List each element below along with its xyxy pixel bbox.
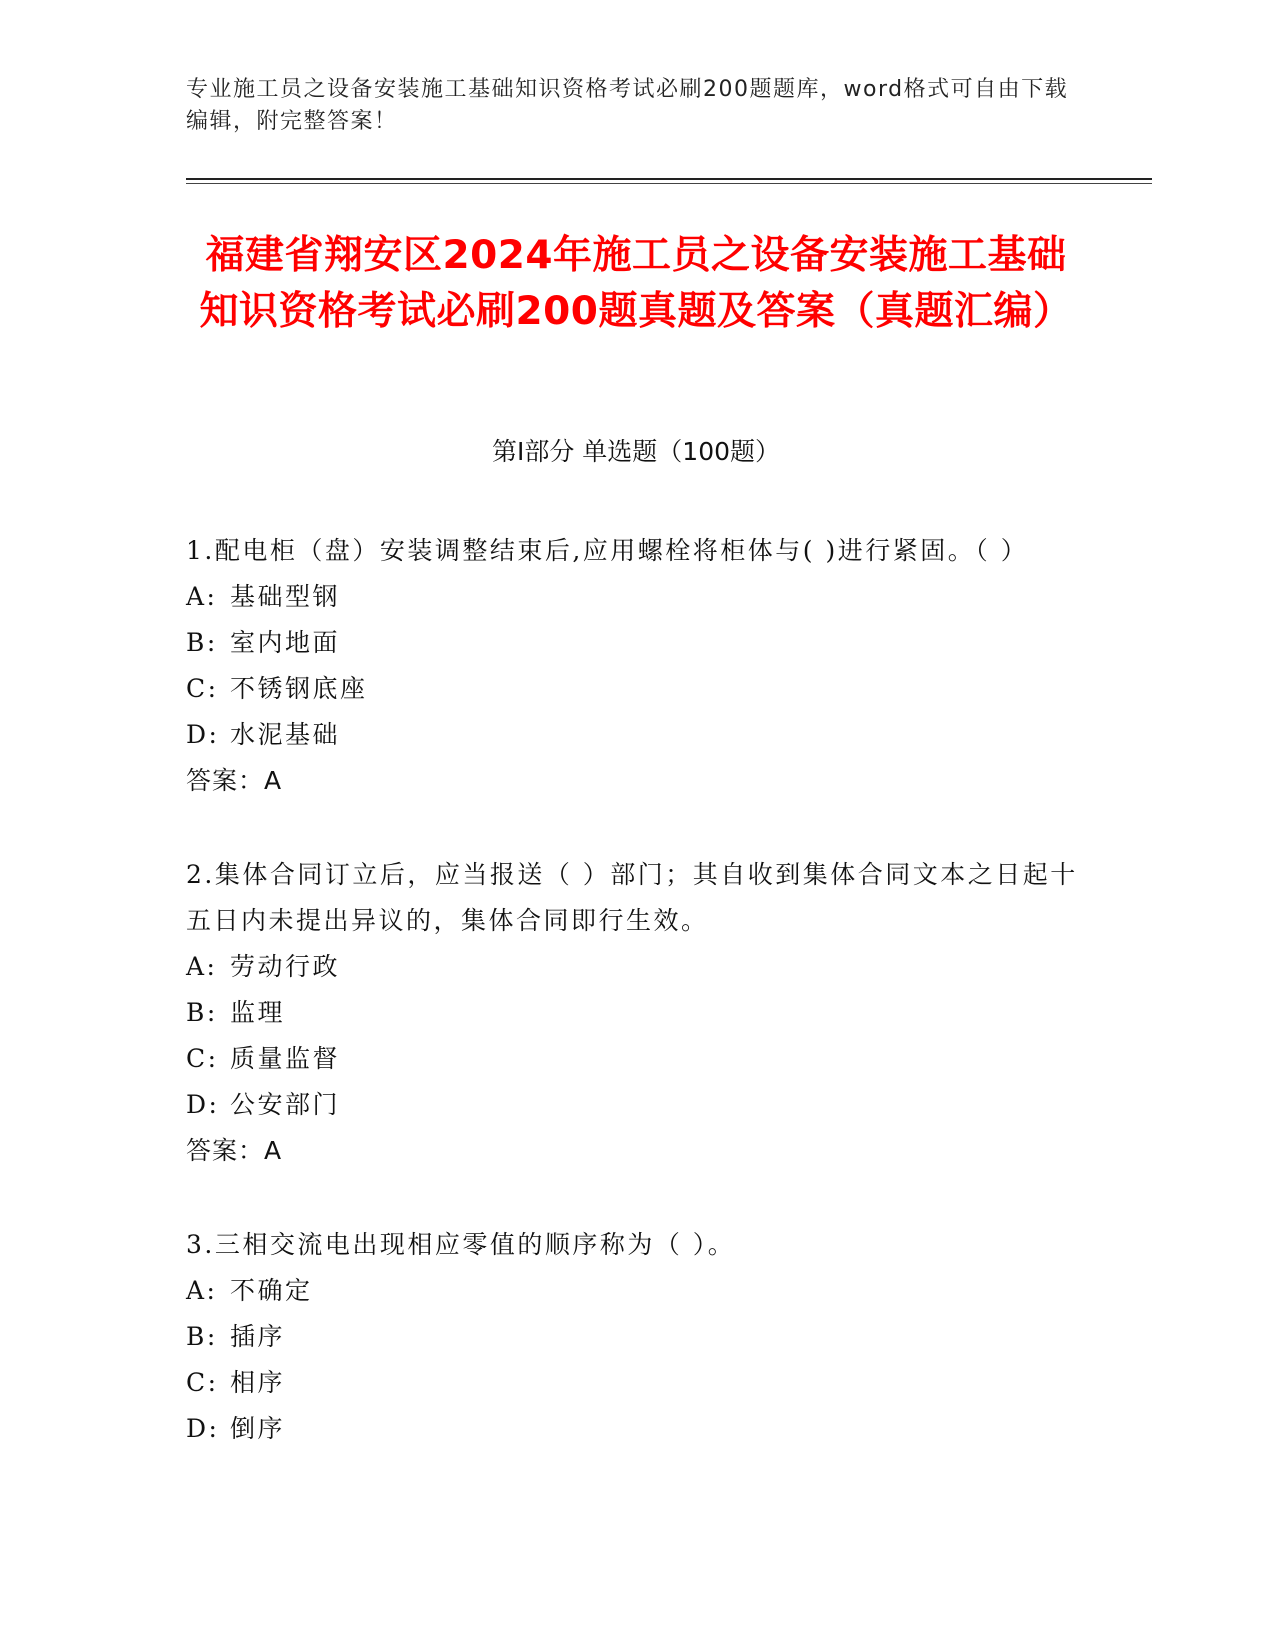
- option-a: [186, 944, 1086, 990]
- option-key: D:: [186, 1414, 220, 1443]
- question-2: [186, 852, 1086, 1174]
- option-c: [186, 1360, 1086, 1406]
- option-b: [186, 990, 1086, 1036]
- option-a: [186, 1268, 1086, 1314]
- option-text: 倒序: [230, 1414, 286, 1443]
- question-1: [186, 528, 1086, 804]
- option-text: 劳动行政: [230, 952, 341, 981]
- document-title: 福建省翔安区2024年施工员之设备安装施工基础知识资格考试必刷200题真题及答案（真题汇编）: [199, 233, 1073, 334]
- header-divider-thick: [186, 178, 1152, 180]
- option-key: B:: [186, 998, 218, 1027]
- question-stem: 2.集体合同订立后，应当报送（ ）部门；其自收到集体合同文本之日起十五日内未提出异议的，集体合同即行生效。: [186, 860, 1078, 935]
- option-d: [186, 1082, 1086, 1128]
- option-text: 相序: [230, 1368, 286, 1397]
- question-list: [186, 528, 1086, 1500]
- option-key: D:: [186, 1090, 220, 1119]
- question-3: [186, 1222, 1086, 1452]
- option-text: 不确定: [230, 1276, 313, 1305]
- option-key: D:: [186, 720, 220, 749]
- option-a: [186, 574, 1086, 620]
- header-divider-thin: [186, 183, 1152, 184]
- option-text: 室内地面: [230, 628, 341, 657]
- question-stem: 1.配电柜（盘）安装调整结束后,应用螺栓将柜体与( )进行紧固。（ ）: [186, 536, 1029, 565]
- option-text: 水泥基础: [230, 720, 341, 749]
- answer-line: 答案：A: [186, 766, 283, 795]
- option-key: A:: [186, 1276, 218, 1305]
- option-d: [186, 1406, 1086, 1452]
- option-text: 插序: [230, 1322, 286, 1351]
- option-text: 不锈钢底座: [230, 674, 368, 703]
- option-text: 质量监督: [230, 1044, 341, 1073]
- option-text: 监理: [230, 998, 286, 1027]
- option-key: B:: [186, 628, 218, 657]
- option-text: 公安部门: [230, 1090, 341, 1119]
- option-key: A:: [186, 952, 218, 981]
- section-heading: 第I部分 单选题（100题）: [491, 437, 781, 466]
- option-key: C:: [186, 674, 219, 703]
- answer-line: 答案：A: [186, 1136, 283, 1165]
- option-key: A:: [186, 582, 218, 611]
- option-c: [186, 666, 1086, 712]
- option-b: [186, 1314, 1086, 1360]
- header-note: 专业施工员之设备安装施工基础知识资格考试必刷200题题库，word格式可自由下载编辑，附完整答案！: [186, 77, 1069, 134]
- option-key: C:: [186, 1368, 219, 1397]
- question-stem: 3.三相交流电出现相应零值的顺序称为（ ）。: [186, 1230, 736, 1259]
- option-key: C:: [186, 1044, 219, 1073]
- option-c: [186, 1036, 1086, 1082]
- option-text: 基础型钢: [230, 582, 341, 611]
- option-d: [186, 712, 1086, 758]
- option-b: [186, 620, 1086, 666]
- option-key: B:: [186, 1322, 218, 1351]
